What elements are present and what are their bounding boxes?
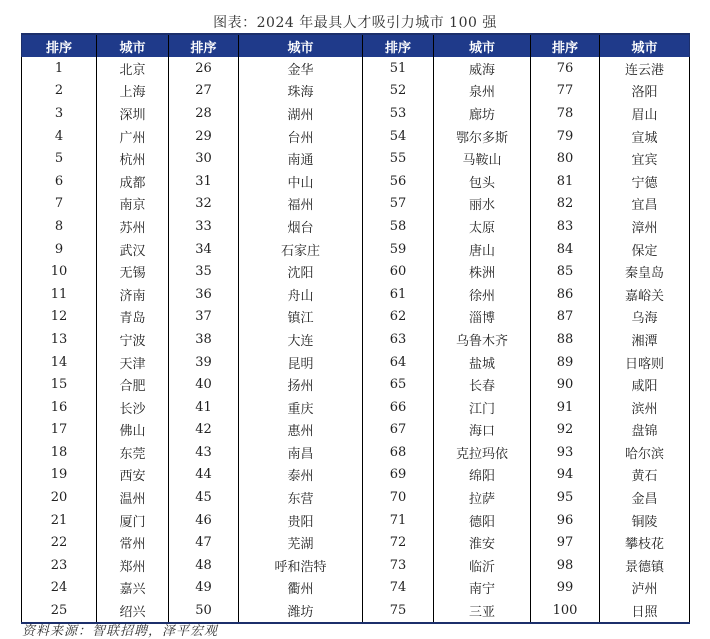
city-cell: 无锡 — [97, 260, 169, 283]
rank-cell: 55 — [363, 147, 434, 170]
rank-cell: 75 — [363, 599, 434, 623]
city-cell: 鄂尔多斯 — [434, 125, 531, 148]
city-cell: 嘉兴 — [97, 577, 169, 600]
rank-cell: 64 — [363, 351, 434, 374]
rank-cell: 82 — [531, 193, 600, 216]
city-cell: 北京 — [97, 57, 169, 80]
city-cell: 舟山 — [239, 283, 363, 306]
rank-cell: 6 — [22, 170, 97, 193]
rank-cell: 77 — [531, 80, 600, 103]
table-row — [22, 57, 690, 80]
city-cell: 青岛 — [97, 306, 169, 329]
rank-cell: 33 — [169, 215, 239, 238]
city-cell: 铜陵 — [600, 509, 690, 532]
city-cell: 马鞍山 — [434, 147, 531, 170]
city-cell: 长沙 — [97, 396, 169, 419]
rank-cell: 13 — [22, 328, 97, 351]
table-row — [22, 509, 690, 532]
header-rank: 排序 — [22, 34, 97, 57]
city-cell: 哈尔滨 — [600, 441, 690, 464]
rank-cell: 66 — [363, 396, 434, 419]
rank-cell: 37 — [169, 306, 239, 329]
city-cell: 宁德 — [600, 170, 690, 193]
rank-cell: 18 — [22, 441, 97, 464]
table-row — [22, 396, 690, 419]
city-cell: 苏州 — [97, 215, 169, 238]
city-cell: 中山 — [239, 170, 363, 193]
rank-cell: 80 — [531, 147, 600, 170]
city-cell: 呼和浩特 — [239, 554, 363, 577]
city-cell: 宜昌 — [600, 193, 690, 216]
rank-cell: 89 — [531, 351, 600, 374]
rank-cell: 20 — [22, 486, 97, 509]
city-cell: 温州 — [97, 486, 169, 509]
city-cell: 深圳 — [97, 102, 169, 125]
city-cell: 克拉玛依 — [434, 441, 531, 464]
city-cell: 海口 — [434, 419, 531, 442]
city-ranking-table — [21, 33, 690, 624]
rank-cell: 28 — [169, 102, 239, 125]
city-cell: 盘锦 — [600, 419, 690, 442]
rank-cell: 40 — [169, 373, 239, 396]
city-cell: 泉州 — [434, 80, 531, 103]
rank-cell: 53 — [363, 102, 434, 125]
rank-cell: 59 — [363, 238, 434, 261]
city-cell: 滨州 — [600, 396, 690, 419]
header-city: 城市 — [239, 34, 363, 57]
rank-cell: 86 — [531, 283, 600, 306]
city-cell: 淄博 — [434, 306, 531, 329]
city-cell: 太原 — [434, 215, 531, 238]
rank-cell: 96 — [531, 509, 600, 532]
table-body — [22, 57, 690, 623]
rank-cell: 100 — [531, 599, 600, 623]
city-cell: 宁波 — [97, 328, 169, 351]
rank-cell: 95 — [531, 486, 600, 509]
rank-cell: 83 — [531, 215, 600, 238]
rank-cell: 46 — [169, 509, 239, 532]
table-row — [22, 238, 690, 261]
table-row — [22, 328, 690, 351]
city-cell: 镇江 — [239, 306, 363, 329]
rank-cell: 78 — [531, 102, 600, 125]
city-cell: 南宁 — [434, 577, 531, 600]
rank-cell: 88 — [531, 328, 600, 351]
city-cell: 济南 — [97, 283, 169, 306]
rank-cell: 76 — [531, 57, 600, 80]
rank-cell: 44 — [169, 464, 239, 487]
rank-cell: 62 — [363, 306, 434, 329]
city-cell: 日照 — [600, 599, 690, 623]
rank-cell: 39 — [169, 351, 239, 374]
rank-cell: 31 — [169, 170, 239, 193]
city-cell: 丽水 — [434, 193, 531, 216]
rank-cell: 5 — [22, 147, 97, 170]
rank-cell: 57 — [363, 193, 434, 216]
rank-cell: 25 — [22, 599, 97, 623]
rank-cell: 56 — [363, 170, 434, 193]
rank-cell: 92 — [531, 419, 600, 442]
table-row — [22, 80, 690, 103]
rank-cell: 7 — [22, 193, 97, 216]
city-cell: 泰州 — [239, 464, 363, 487]
rank-cell: 99 — [531, 577, 600, 600]
city-cell: 上海 — [97, 80, 169, 103]
city-cell: 杭州 — [97, 147, 169, 170]
rank-cell: 27 — [169, 80, 239, 103]
city-cell: 临沂 — [434, 554, 531, 577]
rank-cell: 68 — [363, 441, 434, 464]
city-cell: 廊坊 — [434, 102, 531, 125]
city-cell: 扬州 — [239, 373, 363, 396]
rank-cell: 26 — [169, 57, 239, 80]
city-cell: 盐城 — [434, 351, 531, 374]
city-cell: 长春 — [434, 373, 531, 396]
city-cell: 武汉 — [97, 238, 169, 261]
rank-cell: 71 — [363, 509, 434, 532]
table-row — [22, 147, 690, 170]
rank-cell: 1 — [22, 57, 97, 80]
city-cell: 天津 — [97, 351, 169, 374]
rank-cell: 21 — [22, 509, 97, 532]
table-row — [22, 531, 690, 554]
table-row — [22, 554, 690, 577]
header-city: 城市 — [97, 34, 169, 57]
city-cell: 福州 — [239, 193, 363, 216]
city-cell: 眉山 — [600, 102, 690, 125]
city-cell: 南通 — [239, 147, 363, 170]
rank-cell: 60 — [363, 260, 434, 283]
city-cell: 包头 — [434, 170, 531, 193]
city-cell: 衢州 — [239, 577, 363, 600]
rank-cell: 85 — [531, 260, 600, 283]
city-cell: 绍兴 — [97, 599, 169, 623]
city-cell: 漳州 — [600, 215, 690, 238]
source-note: 资料来源：智联招聘，泽平宏观 — [22, 624, 219, 639]
rank-cell: 4 — [22, 125, 97, 148]
city-cell: 淮安 — [434, 531, 531, 554]
city-cell: 厦门 — [97, 509, 169, 532]
city-cell: 贵阳 — [239, 509, 363, 532]
city-cell: 沈阳 — [239, 260, 363, 283]
city-cell: 泸州 — [600, 577, 690, 600]
header-rank: 排序 — [169, 34, 239, 57]
rank-cell: 52 — [363, 80, 434, 103]
city-cell: 宣城 — [600, 125, 690, 148]
rank-cell: 42 — [169, 419, 239, 442]
rank-cell: 11 — [22, 283, 97, 306]
city-cell: 芜湖 — [239, 531, 363, 554]
rank-cell: 16 — [22, 396, 97, 419]
rank-cell: 81 — [531, 170, 600, 193]
city-cell: 潍坊 — [239, 599, 363, 623]
city-cell: 威海 — [434, 57, 531, 80]
rank-cell: 19 — [22, 464, 97, 487]
rank-cell: 61 — [363, 283, 434, 306]
city-cell: 东莞 — [97, 441, 169, 464]
city-cell: 连云港 — [600, 57, 690, 80]
table-row — [22, 373, 690, 396]
rank-cell: 73 — [363, 554, 434, 577]
rank-cell: 93 — [531, 441, 600, 464]
city-cell: 东营 — [239, 486, 363, 509]
rank-cell: 72 — [363, 531, 434, 554]
rank-cell: 23 — [22, 554, 97, 577]
rank-cell: 29 — [169, 125, 239, 148]
city-cell: 绵阳 — [434, 464, 531, 487]
city-cell: 景德镇 — [600, 554, 690, 577]
rank-cell: 74 — [363, 577, 434, 600]
city-cell: 乌鲁木齐 — [434, 328, 531, 351]
rank-cell: 94 — [531, 464, 600, 487]
rank-cell: 41 — [169, 396, 239, 419]
header-city: 城市 — [434, 34, 531, 57]
city-cell: 保定 — [600, 238, 690, 261]
rank-cell: 84 — [531, 238, 600, 261]
city-cell: 广州 — [97, 125, 169, 148]
header-rank: 排序 — [531, 34, 600, 57]
city-cell: 黄石 — [600, 464, 690, 487]
table-row — [22, 419, 690, 442]
rank-cell: 70 — [363, 486, 434, 509]
city-cell: 株洲 — [434, 260, 531, 283]
table-row — [22, 260, 690, 283]
rank-cell: 49 — [169, 577, 239, 600]
rank-cell: 69 — [363, 464, 434, 487]
table-row — [22, 351, 690, 374]
city-cell: 惠州 — [239, 419, 363, 442]
rank-cell: 65 — [363, 373, 434, 396]
rank-cell: 98 — [531, 554, 600, 577]
rank-cell: 90 — [531, 373, 600, 396]
table-row — [22, 102, 690, 125]
rank-cell: 87 — [531, 306, 600, 329]
city-cell: 西安 — [97, 464, 169, 487]
city-cell: 昆明 — [239, 351, 363, 374]
header-city: 城市 — [600, 34, 690, 57]
rank-cell: 91 — [531, 396, 600, 419]
city-cell: 郑州 — [97, 554, 169, 577]
rank-cell: 10 — [22, 260, 97, 283]
rank-cell: 97 — [531, 531, 600, 554]
rank-cell: 17 — [22, 419, 97, 442]
city-cell: 烟台 — [239, 215, 363, 238]
city-cell: 重庆 — [239, 396, 363, 419]
rank-cell: 34 — [169, 238, 239, 261]
city-cell: 南昌 — [239, 441, 363, 464]
table-row — [22, 215, 690, 238]
city-cell: 拉萨 — [434, 486, 531, 509]
rank-cell: 45 — [169, 486, 239, 509]
table-row — [22, 193, 690, 216]
rank-cell: 32 — [169, 193, 239, 216]
city-cell: 湖州 — [239, 102, 363, 125]
city-cell: 珠海 — [239, 80, 363, 103]
rank-cell: 67 — [363, 419, 434, 442]
rank-cell: 51 — [363, 57, 434, 80]
city-cell: 江门 — [434, 396, 531, 419]
city-cell: 乌海 — [600, 306, 690, 329]
table-row — [22, 283, 690, 306]
rank-cell: 15 — [22, 373, 97, 396]
city-cell: 德阳 — [434, 509, 531, 532]
table-row — [22, 125, 690, 148]
header-rank: 排序 — [363, 34, 434, 57]
table-row — [22, 441, 690, 464]
rank-cell: 12 — [22, 306, 97, 329]
city-cell: 宜宾 — [600, 147, 690, 170]
rank-cell: 3 — [22, 102, 97, 125]
rank-cell: 38 — [169, 328, 239, 351]
rank-cell: 14 — [22, 351, 97, 374]
rank-cell: 24 — [22, 577, 97, 600]
city-cell: 唐山 — [434, 238, 531, 261]
city-cell: 金华 — [239, 57, 363, 80]
table-row — [22, 306, 690, 329]
city-cell: 日喀则 — [600, 351, 690, 374]
rank-cell: 8 — [22, 215, 97, 238]
city-cell: 洛阳 — [600, 80, 690, 103]
city-cell: 攀枝花 — [600, 531, 690, 554]
rank-cell: 22 — [22, 531, 97, 554]
city-cell: 常州 — [97, 531, 169, 554]
rank-cell: 79 — [531, 125, 600, 148]
city-cell: 湘潭 — [600, 328, 690, 351]
rank-cell: 43 — [169, 441, 239, 464]
city-cell: 咸阳 — [600, 373, 690, 396]
city-cell: 台州 — [239, 125, 363, 148]
city-cell: 合肥 — [97, 373, 169, 396]
rank-cell: 58 — [363, 215, 434, 238]
rank-cell: 54 — [363, 125, 434, 148]
city-cell: 成都 — [97, 170, 169, 193]
city-cell: 石家庄 — [239, 238, 363, 261]
rank-cell: 47 — [169, 531, 239, 554]
city-cell: 南京 — [97, 193, 169, 216]
rank-cell: 2 — [22, 80, 97, 103]
city-cell: 徐州 — [434, 283, 531, 306]
city-cell: 大连 — [239, 328, 363, 351]
table-row — [22, 577, 690, 600]
rank-cell: 36 — [169, 283, 239, 306]
city-cell: 嘉峪关 — [600, 283, 690, 306]
city-cell: 佛山 — [97, 419, 169, 442]
table-caption: 图表：2024 年最具人才吸引力城市 100 强 — [213, 15, 497, 31]
rank-cell: 48 — [169, 554, 239, 577]
table-row — [22, 486, 690, 509]
rank-cell: 30 — [169, 147, 239, 170]
city-cell: 秦皇岛 — [600, 260, 690, 283]
city-cell: 金昌 — [600, 486, 690, 509]
city-cell: 三亚 — [434, 599, 531, 623]
rank-cell: 9 — [22, 238, 97, 261]
table-row — [22, 170, 690, 193]
table-header-row — [22, 34, 690, 57]
rank-cell: 50 — [169, 599, 239, 623]
table-row — [22, 464, 690, 487]
rank-cell: 63 — [363, 328, 434, 351]
rank-cell: 35 — [169, 260, 239, 283]
